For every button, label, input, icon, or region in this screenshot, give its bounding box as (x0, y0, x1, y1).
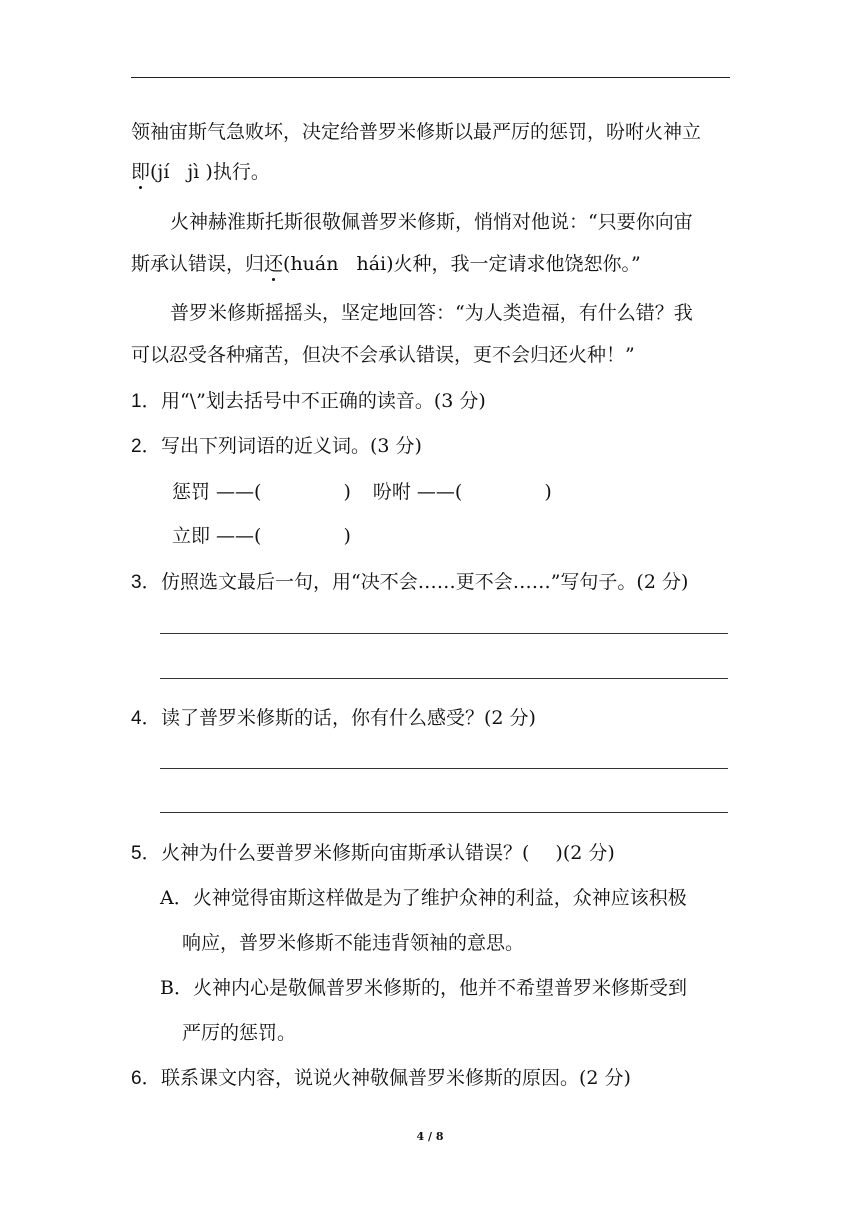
question-number: 2． (131, 436, 161, 457)
synonym-word-liji: 立即 ——( (172, 525, 262, 547)
option-b-line2: 严厉的惩罚。 (182, 1022, 297, 1044)
passage-p2-line2 (131, 249, 641, 276)
question-text: 仿照选文最后一句，用“决不会……更不会……”写句子。(2 分) (161, 571, 689, 593)
pinyin-choice-ji-open: (jí (150, 161, 170, 183)
question-2 (131, 431, 422, 458)
option-b-line1[interactable]: B．火神内心是敬佩普罗米修斯的，他并不希望普罗米修斯受到 (160, 977, 687, 999)
question-score: )(2 分) (555, 842, 615, 864)
question-3 (131, 567, 688, 594)
question-5 (131, 838, 615, 865)
synonym-row-1 (172, 477, 552, 504)
passage-p2-line2-post: hái)火种，我一定请求他饶恕你。” (356, 253, 641, 275)
passage-p2-line2-pre: 斯承认错误，归 (131, 253, 265, 275)
question-number: 5． (131, 843, 161, 864)
passage-p3-line1: 普罗米修斯摇摇头，坚定地回答：“为人类造福，有什么错？我 (170, 302, 693, 324)
paren-close: ) (343, 525, 351, 547)
option-a-line2: 响应，普罗米修斯不能违背领袖的意思。 (182, 932, 525, 954)
question-4 (131, 703, 536, 730)
answer-line-q4-2[interactable] (160, 812, 728, 813)
page-number: 4 / 8 (416, 1130, 444, 1143)
paren-close: ) (343, 481, 351, 503)
question-6 (131, 1063, 631, 1090)
question-number: 6． (131, 1068, 161, 1089)
passage-p1-line1: 领袖宙斯气急败坏，决定给普罗米修斯以最严厉的惩罚，吩咐火神立 (131, 121, 702, 143)
question-text: 火神为什么要普罗米修斯向宙斯承认错误？( (161, 842, 530, 864)
emphasis-char-ji: 即 (131, 161, 151, 183)
question-text: 联系课文内容，说说火神敬佩普罗米修斯的原因。(2 分) (161, 1067, 631, 1089)
question-text: 写出下列词语的近义词。(3 分) (161, 435, 422, 457)
option-a-line1[interactable]: A．火神觉得宙斯这样做是为了维护众神的利益，众神应该积极 (160, 887, 687, 909)
passage-p1-line2 (131, 157, 270, 184)
question-number: 3． (131, 572, 161, 593)
synonym-row-2 (172, 521, 351, 548)
header-rule (131, 77, 730, 78)
emphasis-char-huan: 还 (264, 253, 284, 275)
passage-p3-line2: 可以忍受各种痛苦，但决不会承认错误，更不会归还火种！” (131, 344, 635, 366)
paren-close: ) (544, 481, 552, 503)
synonym-word-chengfa: 惩罚 ——( (172, 481, 262, 503)
question-number: 4． (131, 708, 161, 729)
answer-line-q3-1[interactable] (160, 633, 728, 634)
synonym-word-fenfu: 吩咐 ——( (372, 481, 463, 503)
pinyin-choice-huan: (huán (283, 253, 339, 275)
question-number: 1． (131, 391, 161, 412)
question-1 (131, 386, 486, 413)
answer-line-q3-2[interactable] (160, 678, 728, 679)
passage-p2-line1: 火神赫淮斯托斯很敬佩普罗米修斯，悄悄对他说：“只要你向宙 (170, 211, 693, 233)
question-text: 用“\”划去括号中不正确的读音。(3 分) (161, 390, 486, 412)
question-text: 读了普罗米修斯的话，你有什么感受？(2 分) (161, 707, 536, 729)
answer-line-q4-1[interactable] (160, 768, 728, 769)
pinyin-choice-ji-close: jì )执行。 (187, 161, 270, 183)
